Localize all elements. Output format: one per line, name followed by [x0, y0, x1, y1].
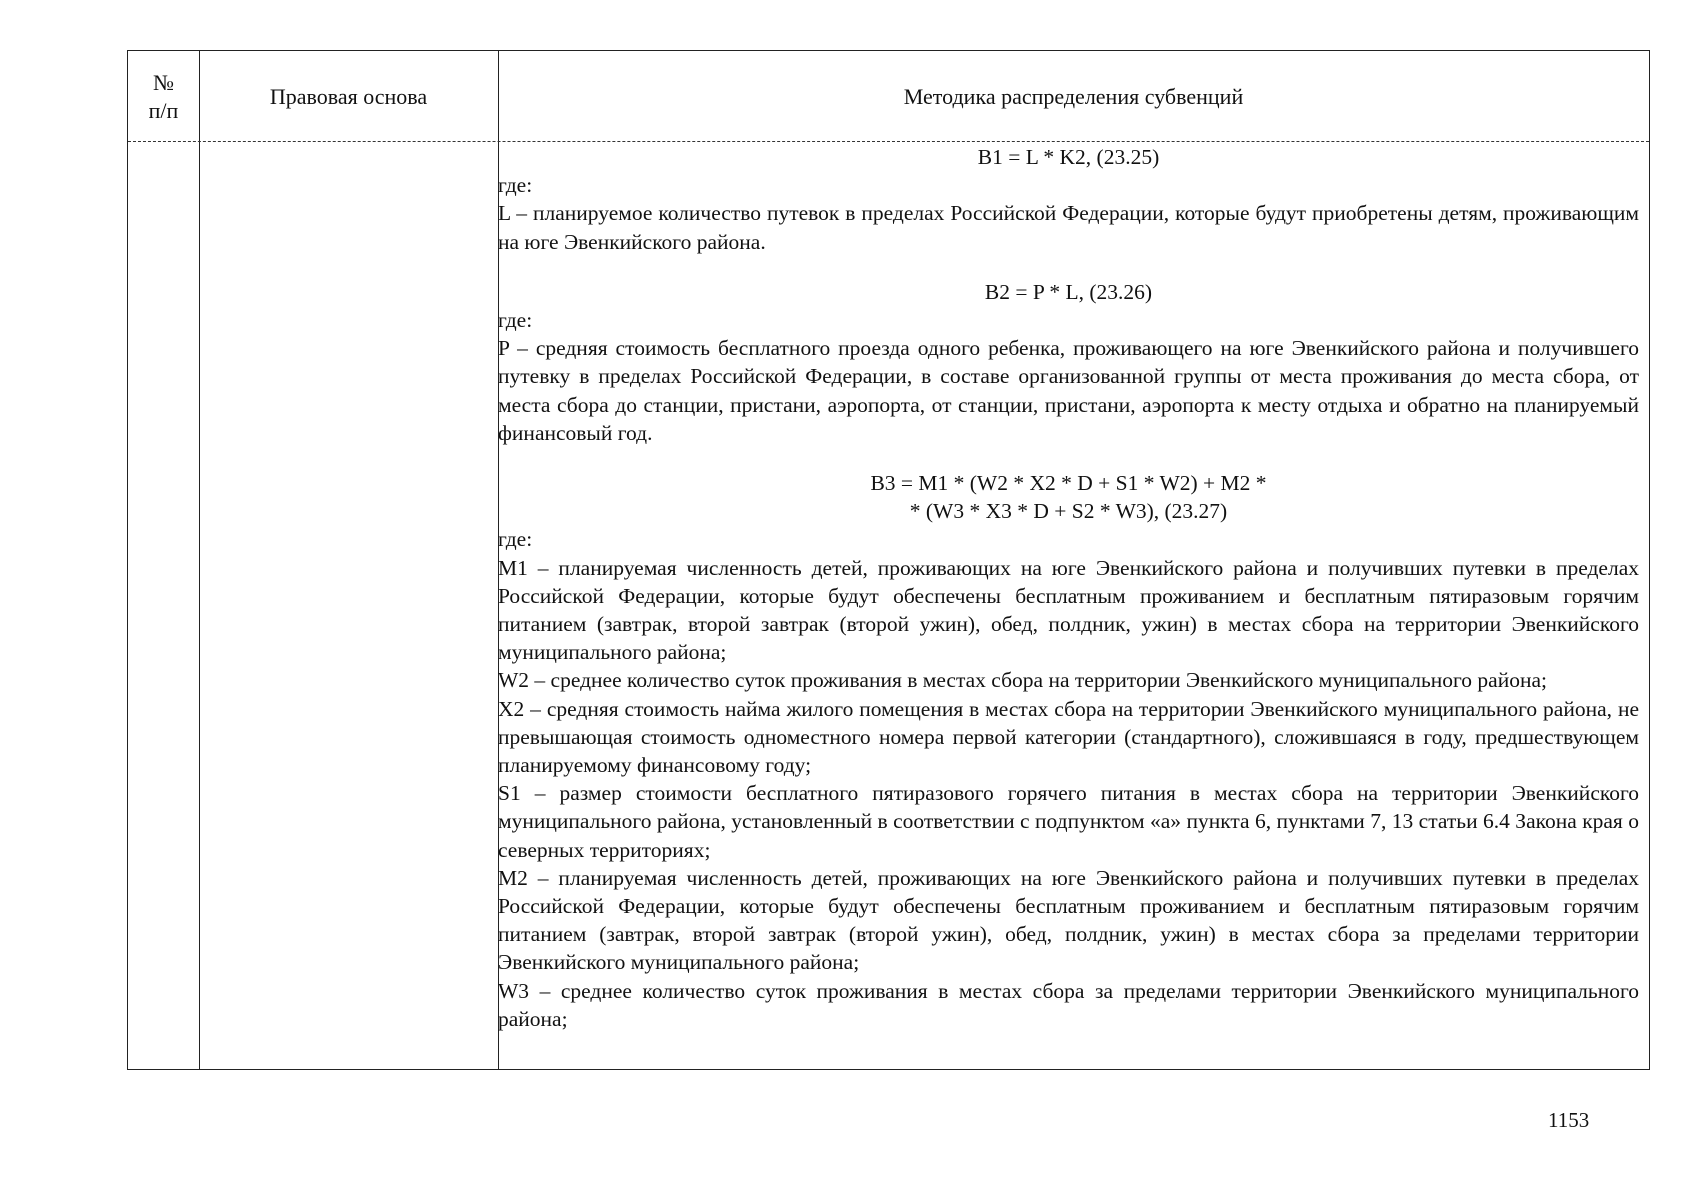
definition-M2: M2 – планируемая численность детей, проживающих на юге Эвенкийского района и получивших путевки в пределах Российской Федерации, которые будут обеспечены бесплатным проживанием и бесплатным пятиразовым горячим питанием (завтрак, второй завтрак (второй ужин), обед, полдник, ужин) в местах сбора за пределами территории Эвенкийского муниципального района;	[498, 865, 1639, 975]
definition-S1: S1 – размер стоимости бесплатного пятиразового горячего питания в местах сбора на территории Эвенкийского муниципального района, установленный в соответствии с подпунктом «а» пункта 6, пунктами 7, 13 статьи 6.4 Закона края о северных территориях;	[498, 781, 1639, 862]
header-legal-basis: Правовая основа	[269, 84, 428, 109]
header-num-line1: №	[152, 70, 174, 95]
definition-P: P – средняя стоимость бесплатного проезда одного ребенка, проживающего на юге Эвенкийского района и получившего путевку в пределах Российской Федерации, в составе организованной группы от места проживания до места сбора, от места сбора до станции, пристани, аэропорта, от станции, пристани, аэропорта к месту отдыха и обратно на планируемый финансовый год.	[498, 336, 1639, 445]
header-num	[128, 51, 199, 143]
definition-M1: M1 – планируемая численность детей, проживающих на юге Эвенкийского района и получивших путевки в пределах Российской Федерации, которые будут обеспечены бесплатным проживанием и бесплатным пятиразовым горячим питанием (завтрак, второй завтрак (второй ужин), обед, полдник, ужин) в местах сбора на территории Эвенкийского муниципального района;	[498, 555, 1639, 665]
formula-23-27-line2: * (W3 * X3 * D + S2 * W3), (23.27)	[909, 499, 1228, 524]
formula-23-27-line1: B3 = M1 * (W2 * X2 * D + S1 * W2) + M2 *	[870, 471, 1267, 496]
where-label: где:	[498, 527, 533, 552]
formula-23-25: B1 = L * K2, (23.25)	[977, 145, 1160, 169]
definition-W3: W3 – среднее количество суток проживания в местах сбора за пределами территории Эвенкийского муниципального района;	[498, 978, 1639, 1031]
definition-L: L – планируемое количество путевок в пределах Российской Федерации, которые будут приобретены детям, проживающим на юге Эвенкийского района.	[498, 201, 1639, 254]
formula-23-26: B2 = P * L, (23.26)	[984, 279, 1153, 304]
where-label: где:	[498, 173, 533, 198]
page-number: 1153	[1548, 1108, 1590, 1132]
header-method: Методика распределения субвенций	[903, 84, 1244, 109]
where-label: где:	[498, 308, 533, 333]
definition-X2: X2 – средняя стоимость найма жилого помещения в местах сбора на территории Эвенкийского муниципального района, не превышающая стоимость одноместного номера первой категории (стандартного), сложившаяся в году, предшествующем планируемому финансовому году;	[498, 696, 1639, 778]
column-divider-1	[199, 51, 200, 1069]
header-num-line2: п/п	[148, 98, 179, 123]
method-content	[498, 143, 1639, 1033]
methodology-table	[127, 50, 1650, 1070]
definition-W2: W2 – среднее количество суток проживания в местах сбора на территории Эвенкийского муниципального района;	[498, 668, 1547, 693]
